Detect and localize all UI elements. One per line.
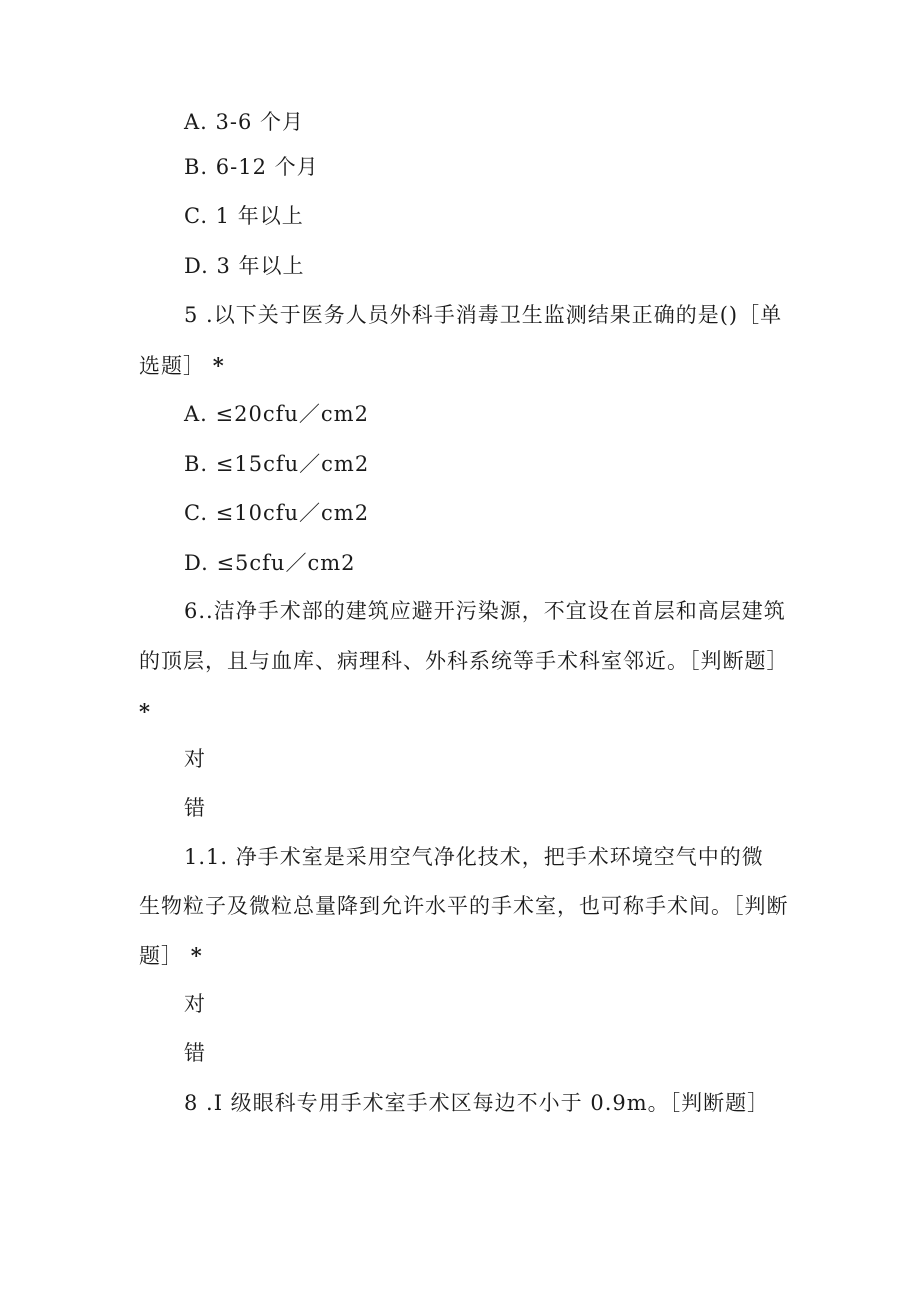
q5-required-mark: * (212, 353, 225, 378)
q7-type-label: 题］ (139, 944, 183, 968)
q7-option-true[interactable]: 对 (184, 992, 206, 1016)
q7-required-mark: * (190, 943, 203, 968)
q6-option-true[interactable]: 对 (184, 747, 206, 771)
q5-option-a[interactable]: A. ≤20cfu／cm2 (184, 402, 369, 426)
q5-type-label: 选题］ (139, 354, 205, 378)
q4-option-c[interactable]: C. 1 年以上 (184, 204, 304, 228)
q4-option-d[interactable]: D. 3 年以上 (184, 254, 305, 278)
q5-option-d[interactable]: D. ≤5cfu／cm2 (184, 551, 356, 575)
q6-required-mark: * (139, 699, 151, 724)
q4-option-b[interactable]: B. 6-12 个月 (184, 155, 319, 179)
q5-option-b[interactable]: B. ≤15cfu／cm2 (184, 452, 370, 476)
q8-text-line1: 8 .I 级眼科专用手术室手术区每边不小于 0.9m。［判断题］ (184, 1091, 770, 1115)
q5-option-c[interactable]: C. ≤10cfu／cm2 (184, 501, 370, 525)
q4-option-a[interactable]: A. 3-6 个月 (184, 110, 305, 134)
q5-text-line1: 5 .以下关于医务人员外科手消毒卫生监测结果正确的是()［单 (184, 303, 783, 327)
q6-option-false[interactable]: 错 (184, 796, 206, 820)
q7-text-line1: 1.1. 净手术室是采用空气净化技术，把手术环境空气中的微 (184, 845, 764, 869)
q7-text-line3 (139, 945, 203, 967)
q6-text-line1: 6..洁净手术部的建筑应避开污染源，不宜设在首层和高层建筑 (184, 599, 786, 623)
q6-text-line2: 的顶层，且与血库、病理科、外科系统等手术科室邻近。［判断题］ (139, 649, 789, 673)
q7-text-line2: 生物粒子及微粒总量降到允许水平的手术室，也可称手术间。［判断 (139, 894, 789, 918)
q7-option-false[interactable]: 错 (184, 1041, 206, 1065)
q5-text-line2 (139, 355, 225, 377)
